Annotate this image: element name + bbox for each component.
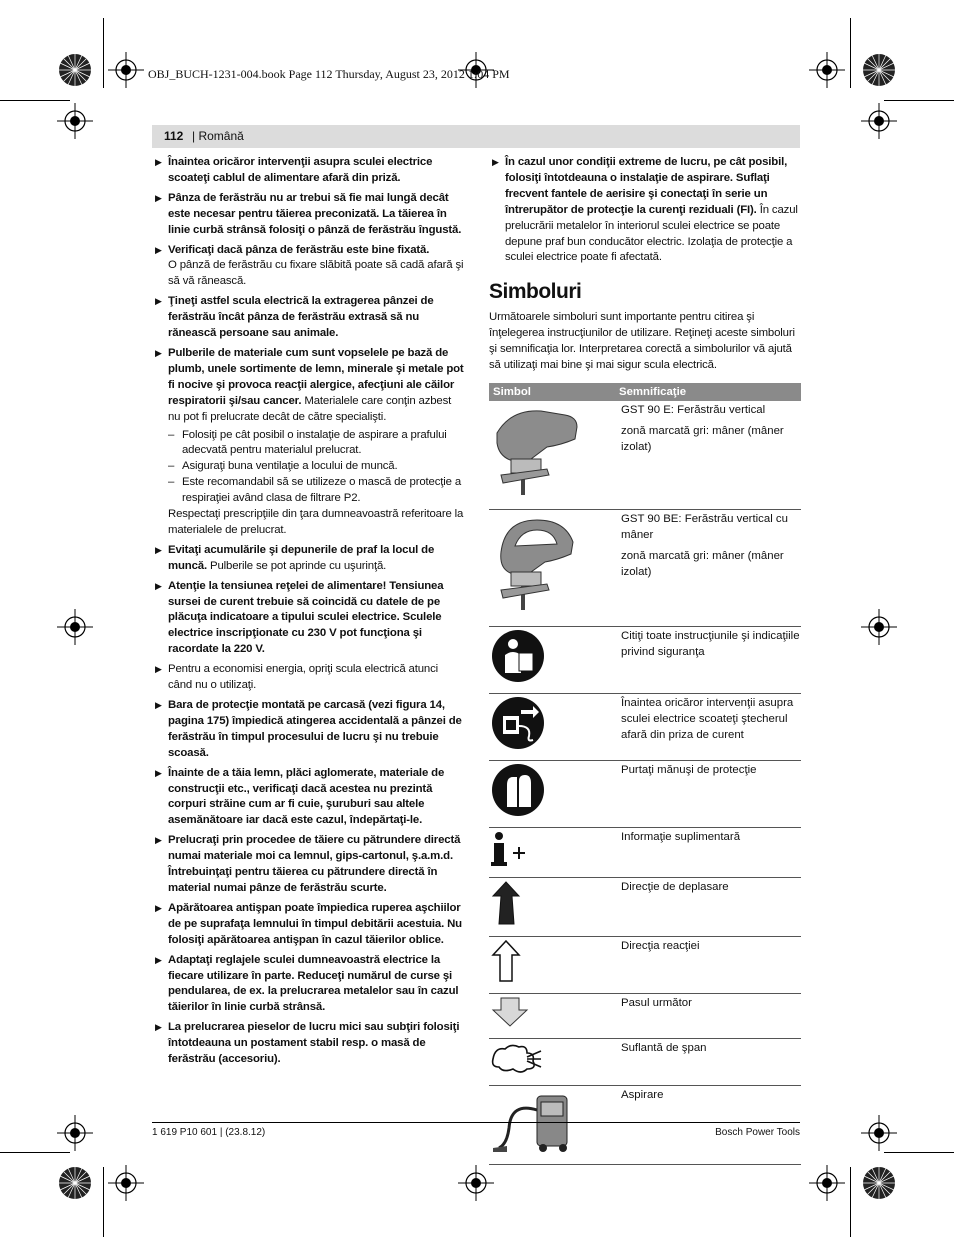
symbol-meaning: Citiţi toate instrucţiunile şi indicaţiile privind siguranţa <box>621 629 800 658</box>
unplug-icon <box>491 696 545 750</box>
dust-note: Respectaţi prescripţiile din ţara dumneavoastră referitoare la materialele de prelucrat. <box>168 508 464 536</box>
registration-crosshair-icon <box>108 52 144 88</box>
table-row <box>489 401 801 509</box>
symbol-note: zonă marcată gri: mâner (mâner izolat) <box>621 549 784 578</box>
symbol-meaning: Suflantă de şpan <box>621 1042 707 1055</box>
footer-brand: Bosch Power Tools <box>715 1127 800 1138</box>
list-item: ▶ Înaintea oricăror intervenţii asupra sculei electrice scoateţi cablul de alimentare afară din priză. <box>155 156 433 184</box>
registration-crosshair-icon <box>57 103 93 139</box>
symbol-meaning: GST 90 BE: Ferăstrău vertical cu mâner <box>621 512 788 541</box>
jigsaw-bow-icon <box>491 512 581 616</box>
bullet-triangle-icon: ▶ <box>155 664 162 675</box>
table-row <box>489 827 801 878</box>
sub-item: – Folosiţi pe cât posibil o instalaţie de aspirare a prafului adecvată pentru materialul prelucrat. <box>168 428 465 460</box>
list-item: ▶ Atenţie la tensiunea reţelei de alimentare! Tensiunea sursei de curent trebuie să coincidă cu datele de pe plăcuţa indicatoare a tipului sculei electrice. Sculele electrice inscripţionate cu 230 V pot funcţiona şi racordate la 220 V. <box>155 579 444 656</box>
registration-crosshair-icon <box>809 1165 845 1201</box>
table-row <box>489 1086 801 1165</box>
footer-divider <box>152 1122 800 1123</box>
registration-starburst-icon <box>861 1165 897 1201</box>
list-item: ▶ Prelucraţi prin procedee de tăiere cu pătrundere directă numai materiale moi ca lemnul, gips-cartonul, ş.a.m.d. Întrebuinţaţi pentru tăierea cu pătrundere directă în material numai pânze de ferăstrău scurte. <box>155 834 461 894</box>
symbols-table <box>489 383 801 1165</box>
list-item: ▶ Adaptaţi reglajele sculei dumneavoastră electrice la fiecare utilizare în parte. Reduceţi numărul de curse şi pendularea, de ex. la prelucrarea metalelor sau în cazul tăierilor în linie curbă strânsă. <box>155 953 459 1014</box>
symbol-meaning: GST 90 E: Ferăstrău vertical <box>621 404 766 416</box>
section-intro: Următoarele simboluri sunt importante pentru citirea şi înţelegerea instrucţiunilor de utilizare. Reţineţi aceste simboluri şi semnificaţia lor. Interpretarea corectă a simbolurilor vă ajută să utilizaţi mai bine şi mai sigur scula electrică. <box>489 311 795 372</box>
list-item: ▶ În cazul unor condiţii extreme de lucru, pe cât posibil, folosiţi întotdeauna o instalaţie de aspirare. Suflaţi frecvent fantele de aerisire şi conectaţi în serie un întrerupător de protecţie la curenţi reziduali (FI). În cazul prelucrării metalelor în interiorul sculei electrice se poate depune praf bun conducător electric. Izolaţia de protecţie a sculei electrice poate fi afectată. <box>492 156 798 264</box>
table-row <box>489 693 801 760</box>
table-row <box>489 626 801 693</box>
registration-crosshair-icon <box>57 609 93 645</box>
registration-starburst-icon <box>861 52 897 88</box>
list-item: ▶ Ţineţi astfel scula electrică la extragerea pânzei de ferăstrău încât pânza de ferăstrău extrasă să nu rănească persoane sau animale. <box>155 295 434 340</box>
info-icon <box>491 830 531 868</box>
symbol-meaning: Aspirare <box>621 1089 664 1102</box>
sub-item: – Este recomandabil să se utilizeze o mască de protecţie a respiraţiei având clasa de filtrare P2. <box>168 475 465 507</box>
registration-crosshair-icon <box>108 1165 144 1201</box>
table-row <box>489 1039 801 1086</box>
bullet-triangle-icon: ▶ <box>155 192 162 203</box>
bullet-triangle-icon: ▶ <box>492 157 499 167</box>
registration-starburst-icon <box>57 52 93 88</box>
registration-crosshair-icon <box>861 103 897 139</box>
list-item: ▶ Evitaţi acumulările şi depunerile de praf la locul de muncă. Pulberile se pot aprinde cu uşurinţă. <box>155 543 435 572</box>
list-item: ▶ Pânza de ferăstrău nu ar trebui să fie mai lungă decât este necesar pentru tăierea preconizată. La tăierea în linie curbă strânsă folosiţi o pânză de ferăstrău îngustă. <box>155 191 462 236</box>
bullet-triangle-icon: ▶ <box>155 347 162 358</box>
symbol-meaning: Purtaţi mănuşi de protecţie <box>621 763 757 776</box>
symbol-meaning: Informaţie suplimentară <box>621 830 741 843</box>
right-column <box>489 155 801 374</box>
list-item: ▶ Apărătoarea antişpan poate împiedica ruperea aşchiilor de pe suprafaţa lemnului în timpul debitării acestuia. Nu folosiţi apărătoarea antişpan în cazul tăierilor oblice. <box>155 901 462 946</box>
read-manual-icon <box>491 629 545 683</box>
registration-crosshair-icon <box>809 52 845 88</box>
symbol-meaning: Direcţie de deplasare <box>621 881 729 894</box>
table-header <box>489 383 801 401</box>
symbol-meaning: Înaintea oricăror intervenţii asupra sculei electrice scoateţi ştecherul afară din priza de curent <box>621 696 794 741</box>
column-header-symbol: Simbol <box>489 383 615 401</box>
page-number: 112 <box>164 129 184 143</box>
list-item: ▶ Bara de protecţie montată pe carcasă (vezi figura 14, pagina 175) împiedică atingerea accidentală a pânzei de ferăstrău în timpul procesului de lucru şi nu trebuie scoasă. <box>155 699 462 759</box>
next-step-arrow-icon <box>491 996 529 1028</box>
list-item: ▶ Verificaţi dacă pânza de ferăstrău este bine fixată. O pânză de ferăstrău cu fixare slăbită poate să cadă afară şi să vă rănească. <box>155 243 464 288</box>
registration-starburst-icon <box>57 1165 93 1201</box>
page-header <box>152 125 800 148</box>
direction-arrow-filled-icon <box>491 880 521 926</box>
language-label: | Română <box>192 129 244 143</box>
table-row <box>489 878 801 937</box>
symbol-meaning: Direcţia reacţiei <box>621 940 700 953</box>
bullet-triangle-icon: ▶ <box>155 835 162 846</box>
list-item: ▶ Pulberile de materiale cum sunt vopselele pe bază de plumb, unele sortimente de lemn, minerale şi metale pot fi nocive şi provoca reacţii alergice, afecţiuni ale căilor respiratorii şi/sau cancer. Materialele care conţin azbest nu pot fi prelucrate decât de către specialişti. – Folosiţi pe cât posibil o instalaţie de aspirare a prafului adecvată pentru materialul prelucrat. – Asiguraţi buna ventilaţie a locului de muncă. – Este recomandabil să se utilizeze o mască de protecţie a respiraţiei având clasa de filtrare P2. Respectaţi prescripţiile din ţara dumneavoastră referitoare la materialele de prelucrat. <box>152 346 465 539</box>
bullet-triangle-icon: ▶ <box>155 544 162 555</box>
column-header-meaning: Semnificaţie <box>615 383 801 401</box>
table-row <box>489 509 801 626</box>
bullet-triangle-icon: ▶ <box>155 296 162 307</box>
table-row <box>489 760 801 827</box>
table-row <box>489 937 801 994</box>
bullet-triangle-icon: ▶ <box>155 1022 162 1033</box>
sub-item: – Asiguraţi buna ventilaţie a locului de muncă. <box>168 459 465 475</box>
footer-doc-number: 1 619 P10 601 | (23.8.12) <box>152 1127 266 1138</box>
registration-crosshair-icon <box>861 609 897 645</box>
jigsaw-icon <box>491 403 581 499</box>
bullet-triangle-icon: ▶ <box>155 767 162 778</box>
bullet-triangle-icon: ▶ <box>155 244 162 255</box>
symbol-meaning: Pasul următor <box>621 997 692 1010</box>
section-title: Simboluri <box>489 280 582 304</box>
left-column <box>152 155 465 1072</box>
registration-crosshair-icon <box>458 1165 494 1201</box>
list-item: ▶ La prelucrarea pieselor de lucru mici sau subţiri folosiţi întotdeauna un postament stabil resp. o masă de ferăstrău (accesoriu). <box>155 1021 460 1066</box>
gloves-icon <box>491 763 545 817</box>
registration-crosshair-icon <box>57 1115 93 1151</box>
bullet-triangle-icon: ▶ <box>155 902 162 913</box>
direction-arrow-outline-icon <box>491 939 521 983</box>
bullet-triangle-icon: ▶ <box>155 580 162 591</box>
table-row <box>489 994 801 1039</box>
list-item: ▶ Înainte de a tăia lemn, plăci aglomerate, materiale de construcţii etc., verificaţi dacă acestea nu prezintă corpuri străine cum ar fi cuie, şuruburi sau altele asemănătoare iar dacă este cazul, îndepărtaţi-le. <box>155 766 445 827</box>
list-item: ▶ Pentru a economisi energia, opriţi scula electrică atunci când nu o utilizaţi. <box>155 663 439 692</box>
symbol-note: zonă marcată gri: mâner (mâner izolat) <box>621 424 784 453</box>
chip-blower-icon <box>491 1041 543 1075</box>
registration-crosshair-icon <box>861 1115 897 1151</box>
bullet-triangle-icon: ▶ <box>155 157 162 167</box>
print-slug: OBJ_BUCH-1231-004.book Page 112 Thursday, August 23, 2012 1:04 PM <box>148 67 510 81</box>
bullet-triangle-icon: ▶ <box>155 954 162 965</box>
bullet-triangle-icon: ▶ <box>155 700 162 710</box>
